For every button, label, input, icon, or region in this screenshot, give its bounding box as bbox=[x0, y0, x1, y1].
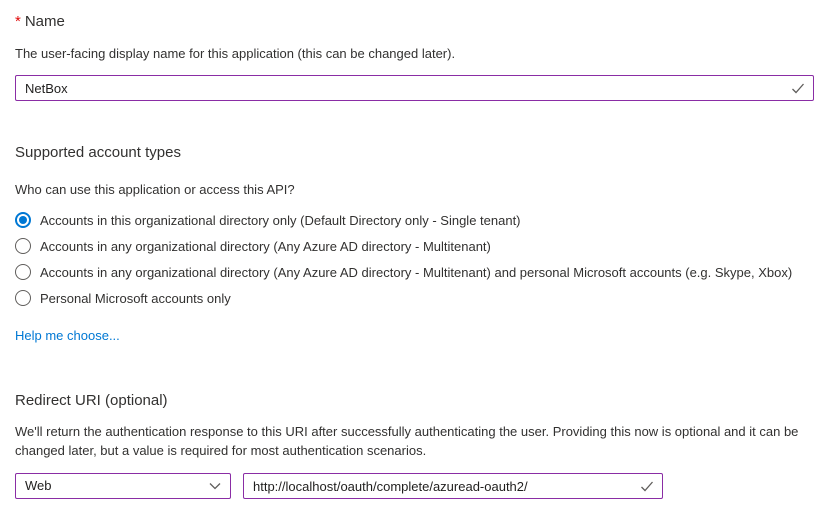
name-section-title bbox=[15, 12, 814, 32]
account-types-radio-group bbox=[15, 207, 814, 311]
account-types-title: Supported account types bbox=[15, 144, 181, 161]
redirect-uri-row bbox=[15, 473, 814, 499]
radio-option-label: Personal Microsoft accounts only bbox=[40, 290, 231, 306]
radio-button-icon[interactable] bbox=[15, 238, 31, 254]
help-me-choose-link[interactable]: Help me choose... bbox=[15, 328, 120, 343]
radio-button-icon[interactable] bbox=[15, 264, 31, 280]
name-title-text: Name bbox=[24, 13, 65, 30]
radio-option-label: Accounts in any organizational directory (Any Azure AD directory - Multitenant) bbox=[40, 238, 491, 254]
redirect-uri-input-wrap bbox=[243, 473, 663, 499]
name-input[interactable] bbox=[15, 75, 814, 101]
platform-select[interactable] bbox=[15, 473, 231, 499]
redirect-uri-description: We'll return the authentication response to this URI after successfully authenticating the user. Providing this now is optional and it can be changed later, but a value is required for most authentication scenarios. bbox=[15, 424, 799, 458]
account-types-question: Who can use this application or access this API? bbox=[15, 182, 295, 197]
radio-option-label: Accounts in any organizational directory (Any Azure AD directory - Multitenant) and personal Microsoft accounts (e.g. Skype, Xbox) bbox=[40, 264, 793, 280]
redirect-uri-title: Redirect URI (optional) bbox=[15, 392, 168, 409]
radio-button-icon[interactable] bbox=[15, 212, 31, 228]
required-asterisk: * bbox=[15, 13, 21, 30]
radio-option-single-tenant[interactable] bbox=[15, 207, 814, 233]
radio-button-icon[interactable] bbox=[15, 290, 31, 306]
chevron-down-icon bbox=[209, 481, 221, 491]
radio-option-multitenant[interactable] bbox=[15, 233, 814, 259]
name-description: The user-facing display name for this application (this can be changed later). bbox=[15, 46, 456, 61]
redirect-uri-input[interactable] bbox=[243, 473, 663, 499]
radio-option-label: Accounts in this organizational directory only (Default Directory only - Single tenant) bbox=[40, 212, 521, 228]
name-input-wrap bbox=[15, 75, 814, 101]
radio-option-personal-only[interactable] bbox=[15, 285, 814, 311]
platform-select-value: Web bbox=[25, 478, 52, 493]
radio-option-multitenant-personal[interactable] bbox=[15, 259, 814, 285]
